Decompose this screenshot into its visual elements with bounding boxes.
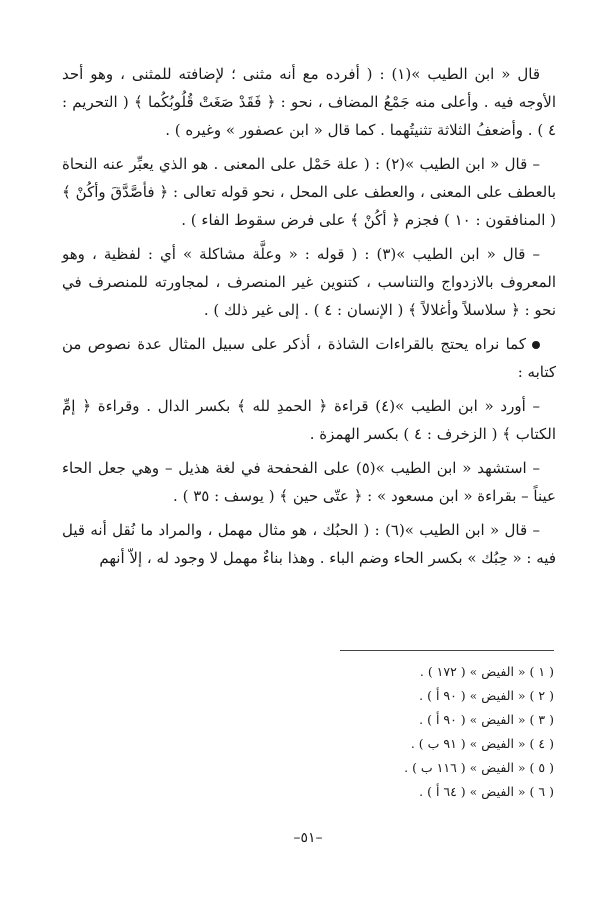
paragraph-5: – أورد « ابن الطيب »(٤) قراءة ﴿ الحمدِ لله ﴾ بكسر الدال . وقراءة ﴿ إمِّ الكتاب ﴾ ( الزخرف : ٤ ) بكسر الهمزة . [62,397,556,443]
footnote-divider [340,650,554,651]
paragraph-7: – قال « ابن الطيب »(٦) : ( الحبُك ، هو مثال مهمل ، والمراد ما نُقل أنه قيل فيه : « حِبُك » بكسر الحاء وضم الباء . وهذا بناءٌ مهمل لا وجود له ، إلاّ أنهم [62,521,556,567]
page-number: –٥١– [293,830,323,846]
footnote-6: ( ٦ ) « الفيض » ( ٦٤ أ ) . [419,784,554,799]
paragraph-bullet [62,330,556,386]
paragraph-4-text: كما نراه يحتج بالقراءات الشاذة ، أذكر على سبيل المثال عدة نصوص من كتابه : [62,335,556,381]
bullet-icon [532,341,540,349]
footnote-5: ( ٥ ) « الفيض » ( ١١٦ ب ) . [404,760,554,775]
page-body [62,60,556,578]
paragraph-2: – قال « ابن الطيب »(٢) : ( علة حَمْل على المعنى . هو الذي يعبِّر عنه النحاة بالعطف على المعنى ، والعطف على المحل ، نحو قوله تعالى : ﴿ فأصَّدَّقَ وأكُنْ ﴾ ( المنافقون : ١٠ ) فجزم ﴿ أكُنْ ﴾ على فرض سقوط الفاء ) . [62,155,556,229]
paragraph-3: – قال « ابن الطيب »(٣) : ( قوله : « وعلَّة مشاكلة » أي : لفظية ، وهو المعروف بالازدواج والتناسب ، كتنوين غير المنصرف ، لمجاورته للمنصرف في نحو : ﴿ سلاسلاً وأغلالاً ﴾ ( الإنسان : ٤ ) . إلى غير ذلك ) . [62,245,556,319]
paragraph-1: قال « ابن الطيب »(١) : ( أفرده مع أنه مثنى ؛ لإضافته للمثنى ، وهو أحد الأوجه فيه . وأعلى منه جَمْعُ المضاف ، نحو : ﴿ فَقَدْ صَغَتْ قُلُوبُكُما ﴾ ( التحريم : ٤ ) . وأضعفُ الثلاثة تثنيتُهما . كما قال « ابن عصفور » وغيره ) . [62,65,556,139]
footnote-1: ( ١ ) « الفيض » ( ١٧٢ ) . [419,664,554,679]
footnote-2: ( ٢ ) « الفيض » ( ٩٠ أ ) . [419,688,554,703]
footnote-3: ( ٣ ) « الفيض » ( ٩٠ أ ) . [419,712,554,727]
footnotes [254,660,554,804]
paragraph-6: – استشهد « ابن الطيب »(٥) على الفحفحة في لغة هذيل – وهي جعل الحاء عيناً – بقراءة « ابن مسعود » : ﴿ عتّى حين ﴾ ( يوسف : ٣٥ ) . [62,459,556,505]
footnote-4: ( ٤ ) « الفيض » ( ٩١ ب ) . [410,736,554,751]
